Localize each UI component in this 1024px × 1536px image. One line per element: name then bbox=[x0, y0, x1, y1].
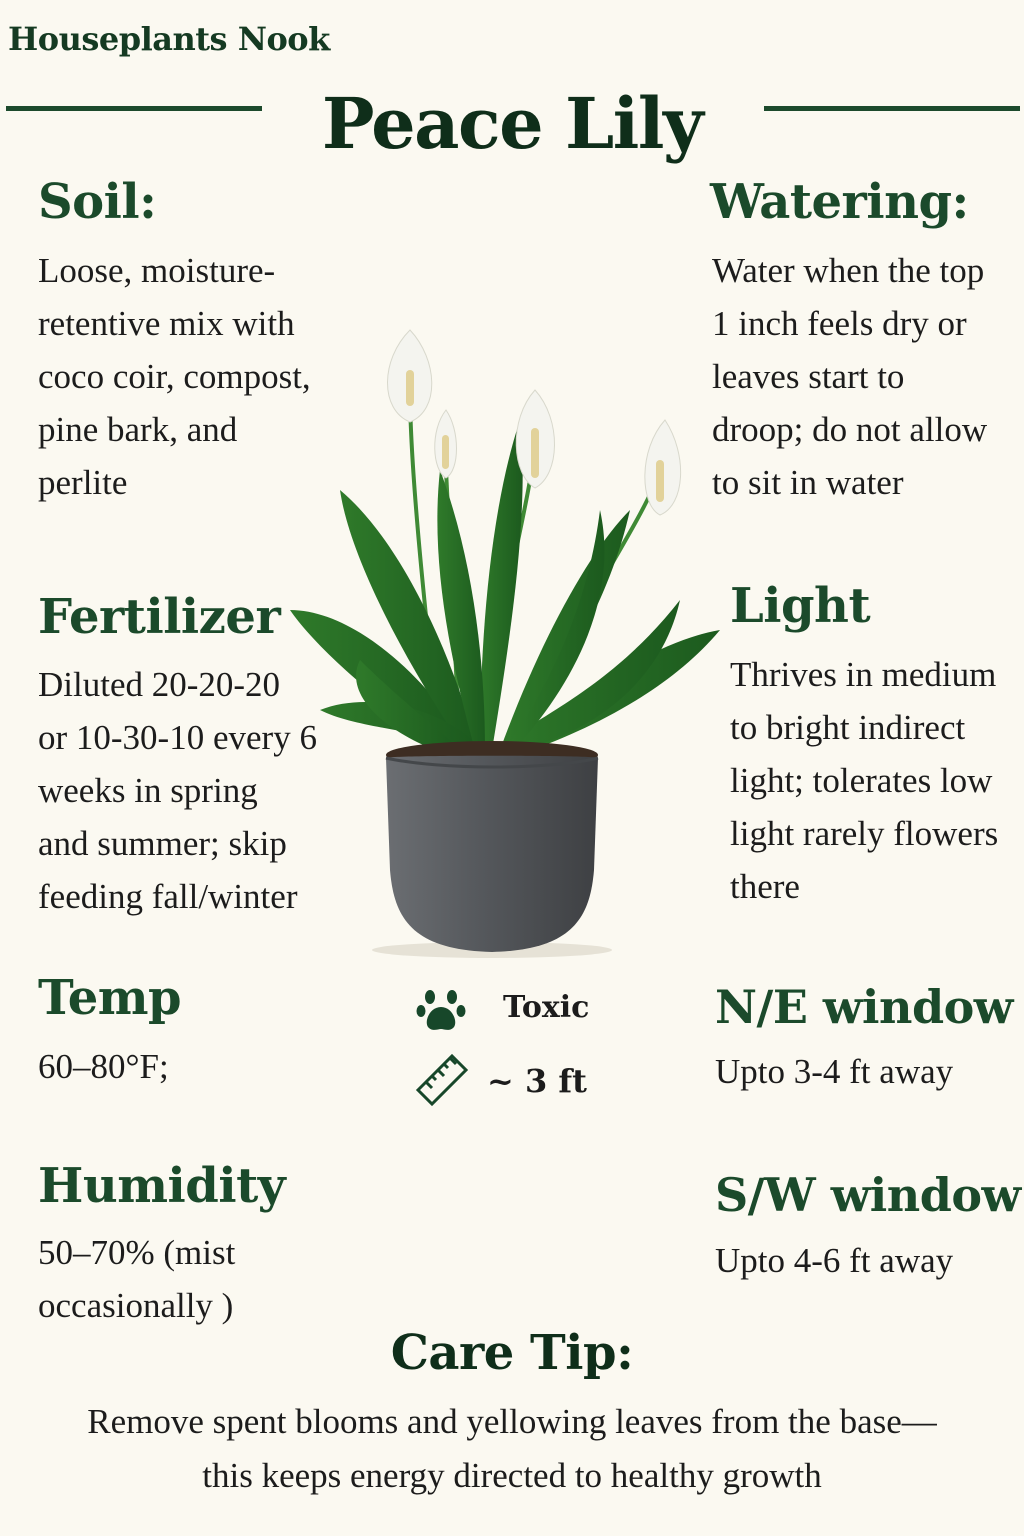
watering-line: Water when the top bbox=[712, 251, 985, 290]
fertilizer-text bbox=[38, 658, 358, 923]
fertilizer-line: Diluted 20-20-20 bbox=[38, 665, 281, 704]
ne-window-heading: N/E window bbox=[715, 980, 1013, 1034]
watering-text bbox=[712, 244, 1024, 509]
ne-window-text: Upto 3-4 ft away bbox=[715, 1052, 954, 1091]
toxic-label: Toxic bbox=[503, 990, 590, 1025]
watering-heading: Watering: bbox=[710, 174, 969, 230]
ruler-icon bbox=[412, 1050, 472, 1110]
care-tip-line: Remove spent blooms and yellowing leaves from the base— bbox=[87, 1402, 937, 1441]
care-tip-heading: Care Tip: bbox=[390, 1325, 634, 1381]
humidity-text bbox=[38, 1226, 235, 1332]
fertilizer-line: feeding fall/winter bbox=[38, 877, 298, 916]
light-line: there bbox=[730, 867, 800, 906]
fertilizer-line: or 10-30-10 every 6 bbox=[38, 718, 317, 757]
soil-heading: Soil: bbox=[38, 174, 157, 230]
light-line: Thrives in medium bbox=[730, 655, 997, 694]
soil-line: pine bark, and bbox=[38, 410, 238, 449]
soil-line: coco coir, compost, bbox=[38, 357, 311, 396]
temp-text: 60–80°F; bbox=[38, 1047, 169, 1086]
fertilizer-heading: Fertilizer bbox=[38, 589, 281, 645]
light-line: to bright indirect bbox=[730, 708, 966, 747]
size-label: ~ 3 ft bbox=[487, 1062, 587, 1100]
light-heading: Light bbox=[730, 578, 871, 634]
fertilizer-line: and summer; skip bbox=[38, 824, 287, 863]
care-tip-text bbox=[40, 1395, 984, 1503]
soil-line: retentive mix with bbox=[38, 304, 295, 343]
temp-heading: Temp bbox=[38, 970, 182, 1026]
light-line: light rarely flowers bbox=[730, 814, 999, 853]
humidity-line: 50–70% (mist bbox=[38, 1233, 236, 1272]
watering-line: 1 inch feels dry or bbox=[712, 304, 967, 343]
sw-window-text: Upto 4-6 ft away bbox=[715, 1241, 954, 1280]
sw-window-heading: S/W window bbox=[715, 1168, 1021, 1222]
light-line: light; tolerates low bbox=[730, 761, 993, 800]
watering-line: to sit in water bbox=[712, 463, 904, 502]
fertilizer-line: weeks in spring bbox=[38, 771, 258, 810]
care-tip-line: this keeps energy directed to healthy growth bbox=[202, 1456, 822, 1495]
page-title: Peace Lily bbox=[321, 82, 703, 165]
watering-line: droop; do not allow bbox=[712, 410, 988, 449]
humidity-line: occasionally ) bbox=[38, 1286, 234, 1325]
watering-line: leaves start to bbox=[712, 357, 905, 396]
soil-line: perlite bbox=[38, 463, 128, 502]
paw-icon bbox=[416, 985, 466, 1035]
soil-line: Loose, moisture- bbox=[38, 251, 276, 290]
brand-name: Houseplants Nook bbox=[8, 20, 330, 58]
light-text bbox=[730, 648, 1024, 913]
humidity-heading: Humidity bbox=[38, 1158, 286, 1214]
